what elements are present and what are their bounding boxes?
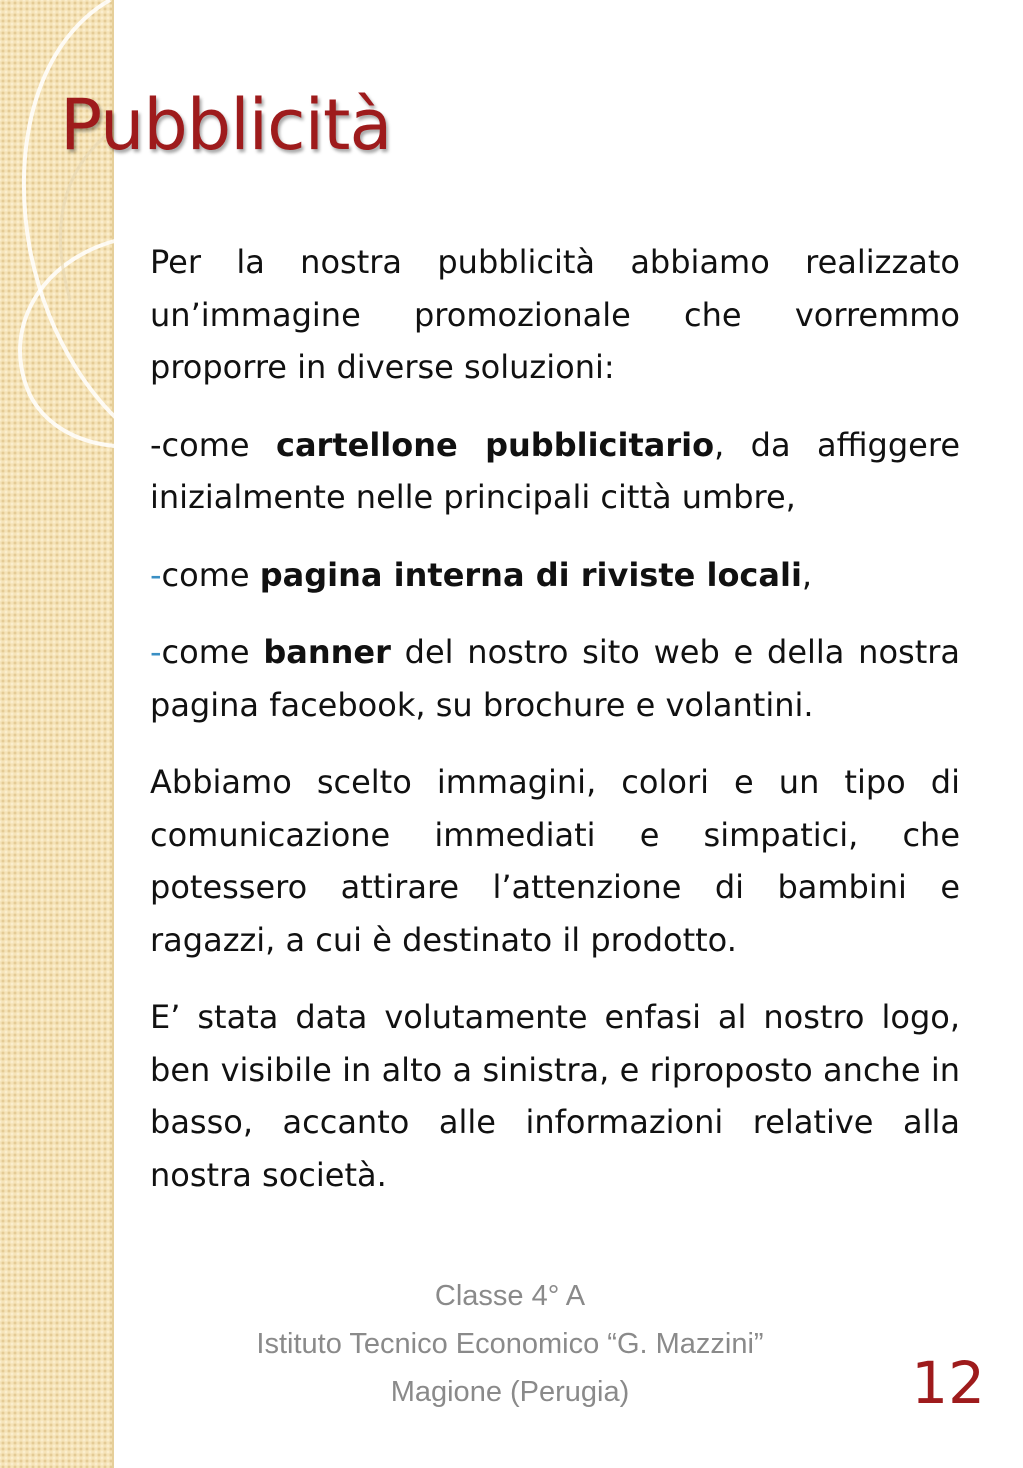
item-prefix: come: [161, 555, 260, 594]
footer-class: Classe 4° A: [434, 1280, 586, 1312]
item-prefix: come: [161, 633, 264, 671]
item-bold-text: banner: [263, 633, 391, 671]
slide-title: Pubblicità: [60, 84, 392, 166]
list-item-magazine: [150, 549, 960, 602]
images-paragraph: Abbiamo scelto immagini, colori e un tipo di comunicazione immediati e simpatici, che potessero attirare l’attenzione di bambini e ragazzi, a cui è destinato il prodotto.: [150, 763, 960, 959]
item-bold-text: pagina interna di riviste locali: [259, 555, 802, 594]
footer-location: Magione (Perugia): [390, 1376, 630, 1408]
footer-school: Istituto Tecnico Economico “G. Mazzini”: [256, 1328, 764, 1360]
slide-footer: [120, 1272, 900, 1416]
logo-paragraph: E’ stata data volutamente enfasi al nostro logo, ben visibile in alto a sinistra, e riproposto anche in basso, accanto alle informazioni relative alla nostra società.: [150, 998, 960, 1194]
item-suffix: ,: [801, 555, 813, 594]
dash-bullet: -: [150, 633, 162, 671]
item-suffix: del nostro sito web e della nostra pagina facebook, su brochure e volantini.: [150, 633, 961, 724]
slide-body: [150, 236, 960, 1201]
item-suffix: , da affiggere inizialmente nelle principali città umbre,: [150, 425, 961, 516]
item-bold-text: cartellone pubblicitario: [275, 425, 715, 464]
page-number: 12: [911, 1349, 985, 1417]
intro-paragraph: Per la nostra pubblicità abbiamo realizzato un’immagine promozionale che vorremmo proporre in diverse soluzioni:: [150, 243, 960, 386]
list-item-billboard: [150, 419, 960, 524]
dash-bullet: -: [150, 555, 162, 594]
item-prefix: -come: [150, 425, 276, 464]
list-item-banner: [150, 626, 960, 731]
